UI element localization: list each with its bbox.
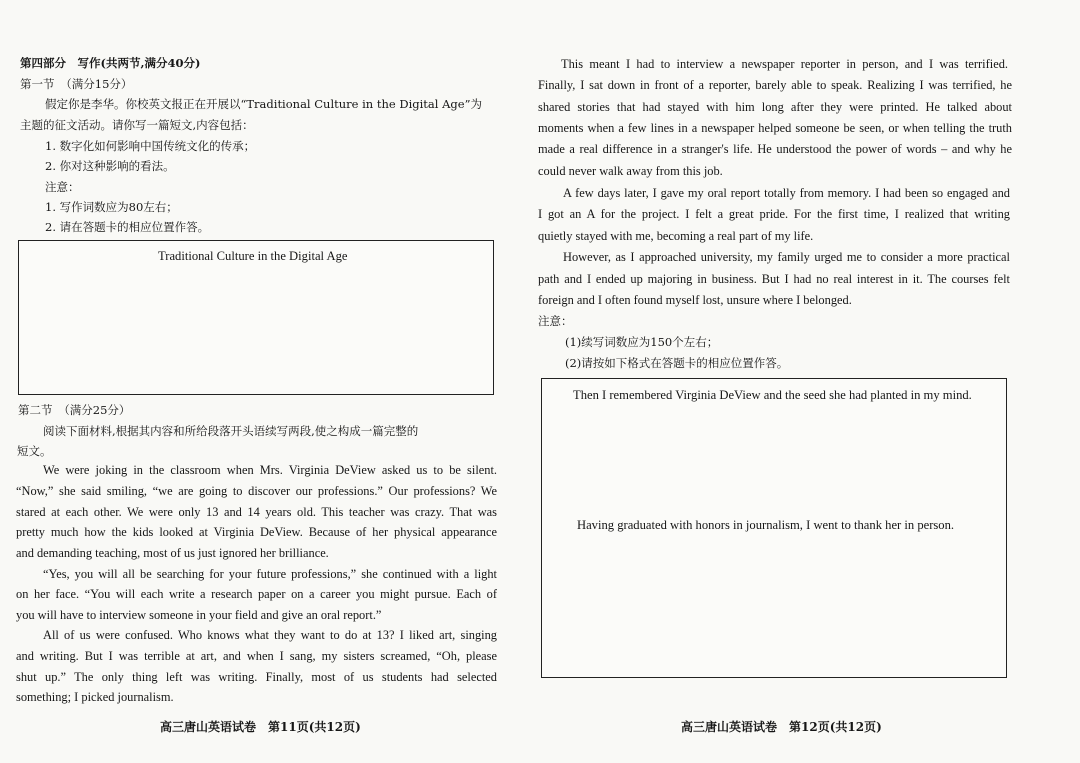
section2-note2: (2)请按如下格式在答题卡的相应位置作答。: [565, 356, 789, 370]
passage-line: and writing. But I was terrible at art, and when I sang, my sisters screamed, “Oh, please: [16, 649, 497, 663]
left-page: [0, 0, 530, 763]
passage-line: This meant I had to interview a newspaper reporter in person, and I was terrified.: [561, 57, 1008, 71]
continuation-answer-box[interactable]: [541, 378, 1007, 678]
passage-line: A few days later, I gave my oral report totally from memory. I had been so engaged and: [563, 186, 1010, 200]
section1-prompt-line1: 假定你是李华。你校英文报正在开展以“Traditional Culture in the Digital Age”为: [45, 97, 482, 111]
right-page-footer: 高三唐山英语试卷 第12页(共12页): [681, 720, 882, 734]
left-page-footer: 高三唐山英语试卷 第11页(共12页): [160, 720, 361, 734]
passage-line: something; I picked journalism.: [16, 690, 174, 704]
passage-line: and demanding teaching, most of us just ignored her brilliance.: [16, 546, 329, 560]
section2-instruction-line1: 阅读下面材料,根据其内容和所给段落开头语续写两段,使之构成一篇完整的: [43, 424, 419, 438]
passage-line: made a real difference in a stranger's life. He understood the power of words – and why he: [538, 142, 1012, 156]
passage-line: path and I ended up majoring in business. But I had no real interest in it. The courses felt: [538, 272, 1010, 286]
passage-line: “Now,” she said smiling, “we are going to discover our professions.” Our professions? We: [16, 484, 497, 498]
passage-line: All of us were confused. Who knows what they want to do at 13? I liked art, singing: [43, 628, 497, 642]
section1-note2: 2. 请在答题卡的相应位置作答。: [45, 220, 210, 234]
section1-note1: 1. 写作词数应为80左右；: [45, 200, 178, 214]
passage-line: “Yes, you will all be searching for your future professions,” she continued with a light: [43, 567, 497, 581]
passage-line: shut up.” The only thing left was writing. Finally, most of us students had selected: [16, 670, 497, 684]
passage-line: quietly stayed with me, becoming a real part of my life.: [538, 229, 814, 243]
passage-line: you will have to interview someone in your field and give an oral report.”: [16, 608, 382, 622]
section1-item1: 1. 数字化如何影响中国传统文化的传承；: [45, 139, 256, 153]
passage-line: moments when a few lines in a newspaper helped someone be seen, or when telling the truth: [538, 121, 1012, 135]
passage-line: shared stories that had stayed with him long after they were printed. He talked about: [538, 100, 1012, 114]
section2-note-label: 注意：: [538, 314, 573, 328]
section1-prompt-line2: 主题的征文活动。请你写一篇短文,内容包括：: [20, 118, 254, 132]
right-page: [530, 0, 1080, 763]
part-heading: 第四部分 写作(共两节,满分40分): [20, 56, 201, 70]
paragraph2-opening: Having graduated with honors in journalism, I went to thank her in person.: [577, 518, 955, 532]
passage-line: on her face. “You will each write a research paper on a career you might pursue. Each of: [16, 587, 497, 601]
section2-instruction-line2: 短文。: [17, 444, 52, 458]
section2-heading: 第二节 （满分25分）: [18, 403, 131, 417]
passage-line: pretty much how the kids looked at Virginia DeView. Because of her physical appearance: [16, 525, 497, 539]
passage-line: stared at each other. We were only 13 and 14 years old. This teacher was crazy. That was: [16, 505, 497, 519]
passage-line: foreign and I often found myself lost, unsure where I belonged.: [538, 293, 852, 307]
passage-line: Finally, I sat down in front of a reporter, barely able to speak. Realizing I was terrified, he: [538, 78, 1012, 92]
passage-line: could never walk away from this job.: [538, 164, 723, 178]
paragraph1-opening: Then I remembered Virginia DeView and the seed she had planted in my mind.: [573, 388, 972, 402]
passage-line: I got an A for the project. I felt a great pride. For the first time, I realized that writing: [538, 207, 1010, 221]
section1-heading: 第一节 （满分15分）: [20, 77, 133, 91]
section1-item2: 2. 你对这种影响的看法。: [45, 159, 175, 173]
section1-note-label: 注意：: [45, 180, 80, 194]
essay-answer-box[interactable]: [18, 240, 494, 395]
passage-line: However, as I approached university, my family urged me to consider a more practical: [563, 250, 1010, 264]
essay-answer-box-title: Traditional Culture in the Digital Age: [158, 249, 348, 263]
section2-note1: (1)续写词数应为150个左右；: [565, 335, 719, 349]
passage-line: We were joking in the classroom when Mrs. Virginia DeView asked us to be silent.: [43, 463, 497, 477]
